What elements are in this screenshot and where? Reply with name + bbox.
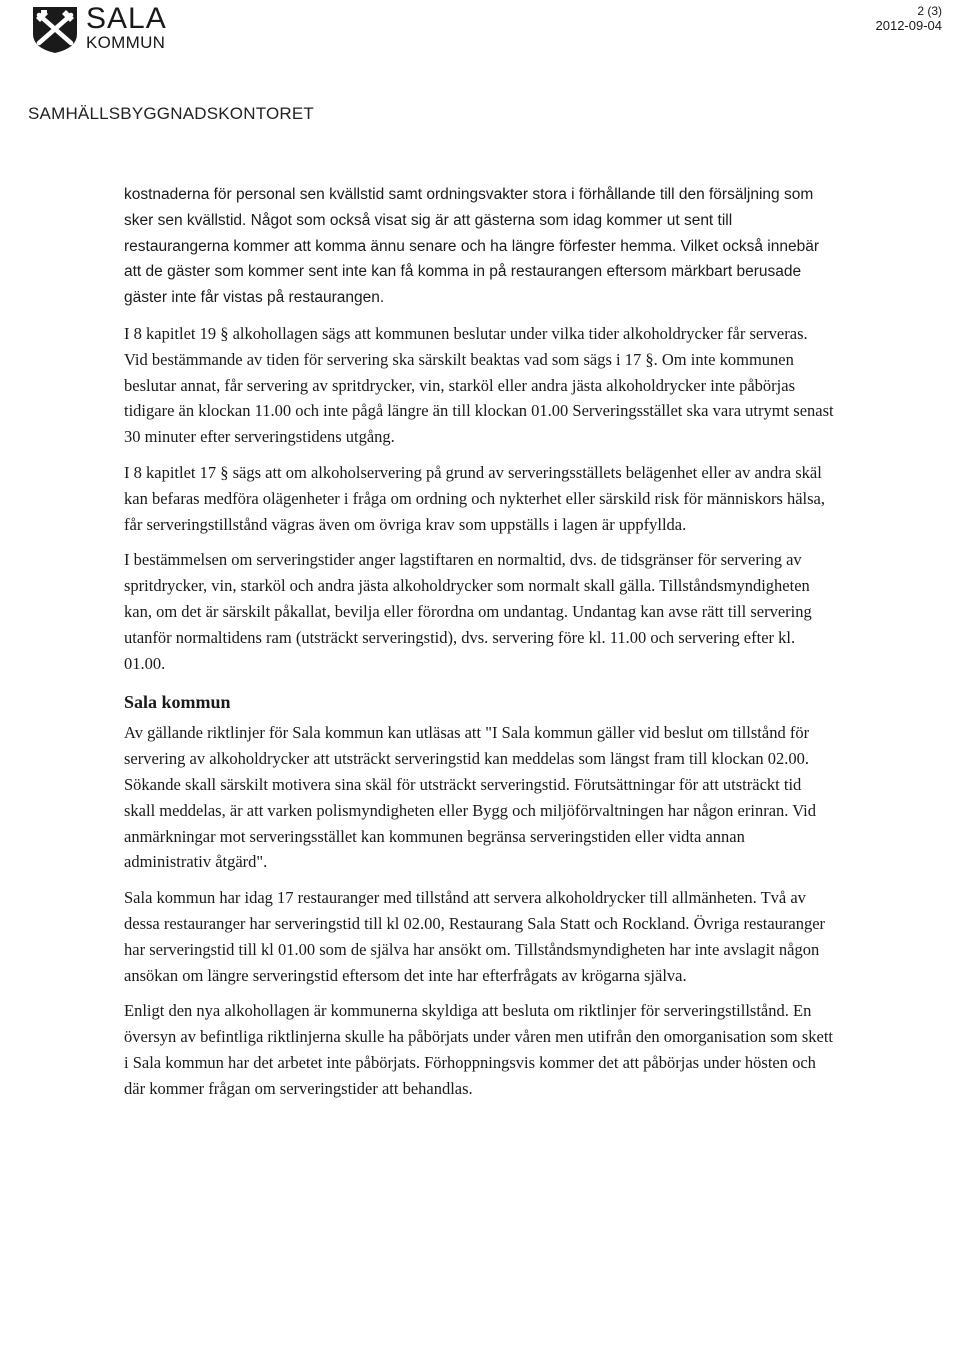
logo — [30, 4, 167, 54]
logo-name: SALA — [86, 2, 167, 35]
page-meta — [876, 4, 943, 33]
document-body — [124, 182, 834, 1112]
paragraph-1: kostnaderna för personal sen kvällstid samt ordningsvakter stora i förhållande till den försäljning som sker sen kvällstid. Något som också visat sig är att gästerna som idag kommer ut sent till restaurangerna kommer att komma ännu senare och ha längre förfester hemma. Vilket också innebär att de gäster som kommer sent inte kan få komma in på restaurangen eftersom märkbart berusade gäster inte får vistas på restaurangen. — [124, 186, 819, 307]
office-name: SAMHÄLLSBYGGNADSKONTORET — [28, 104, 314, 123]
paragraph-3: I 8 kapitlet 17 § sägs att om alkoholservering på grund av serveringsställets belägenhet eller av andra skäl kan befaras medföra olägenheter i fråga om ordning och nykterhet eller särskild risk för människors hälsa, får serveringstillstånd vägras även om övriga krav som uppställs i lagen är uppfyllda. — [124, 462, 826, 534]
paragraph-7: Enligt den nya alkohollagen är kommunerna skyldiga att besluta om riktlinjer för serveringstillstånd. En översyn av befintliga riktlinjerna skulle ha påbörjats under våren men utifrån den omorganisation som skett i Sala kommun har det arbetet inte påbörjats. Förhoppningsvis kommer det att påbörjas under hösten och där kommer frågan om serveringstider att behandlas. — [124, 1001, 834, 1098]
paragraph-2: I 8 kapitlet 19 § alkohollagen sägs att kommunen beslutar under vilka tider alkoholdrycker får serveras. Vid bestämmande av tiden för servering ska särskilt beaktas vad som sägs i 17 §. Om inte kommunen beslutar annat, får servering av spritdrycker, vin, starköl eller andra jästa alkoholdrycker inte påbörjas tidigare än klockan 11.00 och inte pågå längre än till klockan 01.00 Serveringsstället ska vara utrymt senast 30 minuter efter serveringstidens utgång. — [124, 323, 834, 447]
paragraph-5: Av gällande riktlinjer för Sala kommun kan utläsas att "I Sala kommun gäller vid beslut om tillstånd för servering av alkoholdrycker att utsträckt serveringstid kan meddelas som längst fram till klockan 02.00. Sökande skall särskilt motivera sina skäl för utsträckt serveringstid. Förutsättningar för att utsträckt tid skall meddelas, är att varken polismyndigheten eller Bygg och miljöförvaltningen har någon erinran. Vid anmärkningar mot serveringsstället kan kommunen begränsa serveringstiden eller vidta annan administrativ åtgärd". — [124, 723, 816, 872]
logo-subtitle: KOMMUN — [86, 33, 166, 52]
paragraph-6: Sala kommun har idag 17 restauranger med tillstånd att servera alkoholdrycker till allmänheten. Två av dessa restauranger har serveringstid till kl 02.00, Restaurang Sala Statt och Rockland. Övriga restauranger har serveringstid till kl 01.00 som de själva har ansökt om. Tillståndsmyndigheten har inte avslagit någon ansökan om längre serveringstid eftersom det inte har efterfrågats av krögarna själva. — [124, 888, 826, 985]
page-number: 2 (3) — [917, 4, 942, 18]
municipal-crest-icon — [30, 4, 80, 54]
paragraph-4: I bestämmelsen om serveringstider anger lagstiftaren en normaltid, dvs. de tidsgränser för servering av spritdrycker, vin, starköl och andra jästa alkoholdrycker som normalt skall gälla. Tillståndsmyndigheten kan, om det är särskilt påkallat, bevilja eller förordna om undantag. Undantag kan avse rätt till servering utanför normaltidens ram (utsträckt serveringstid), dvs. servering före kl. 11.00 och servering efter kl. 01.00. — [124, 550, 812, 673]
section-heading: Sala kommun — [124, 692, 231, 713]
document-date: 2012-09-04 — [875, 18, 942, 33]
